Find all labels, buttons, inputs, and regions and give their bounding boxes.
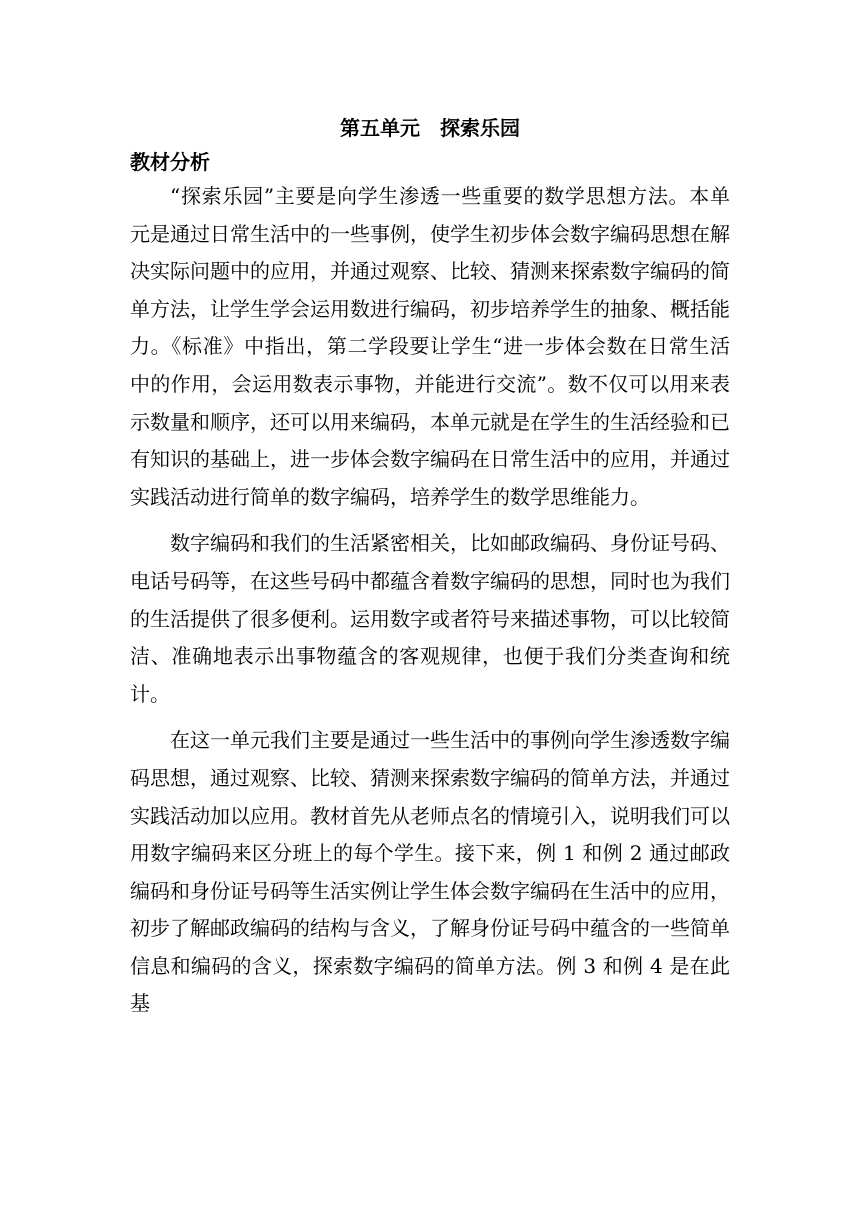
- section-heading: 教材分析: [130, 150, 210, 174]
- paragraph-2: 数字编码和我们的生活紧密相关，比如邮政编码、身份证号码、电话号码等，在这些号码中都蕴含着数字编码的思想，同时也为我们的生活提供了很多便利。运用数字或者符号来描述事物，可以比较简洁、准确地表示出事物蕴含的客观规律，也便于我们分类查询和统计。: [130, 531, 730, 706]
- paragraph-1: “探索乐园”主要是向学生渗透一些重要的数学思想方法。本单元是通过日常生活中的一些事例，使学生初步体会数字编码思想在解决实际问题中的应用，并通过观察、比较、猜测来探索数字编码的简单方法，让学生学会运用数进行编码，初步培养学生的抽象、概括能力。《标准》中指出，第二学段要让学生“进一步体会数在日常生活中的作用，会运用数表示事物，并能进行交流”。数不仅可以用来表示数量和顺序，还可以用来编码，本单元就是在学生的生活经验和已有知识的基础上，进一步体会数字编码在日常生活中的应用，并通过实践活动进行简单的数字编码，培养学生的数学思维能力。: [130, 184, 730, 509]
- paragraph-3: 在这一单元我们主要是通过一些生活中的事例向学生渗透数字编码思想，通过观察、比较、猜测来探索数字编码的简单方法，并通过实践活动加以应用。教材首先从老师点名的情境引入，说明我们可以用数字编码来区分班上的每个学生。接下来，例 1 和例 2 通过邮政编码和身份证号码等生活实例让学生体会数字编码在生活中的应用，初步了解邮政编码的结构与含义，了解身份证号码中蕴含的一些简单信息和编码的含义，探索数字编码的简单方法。例 3 和例 4 是在此基: [130, 728, 730, 1016]
- document-title: 第五单元 探索乐园: [340, 116, 520, 140]
- body-text: [130, 178, 730, 1023]
